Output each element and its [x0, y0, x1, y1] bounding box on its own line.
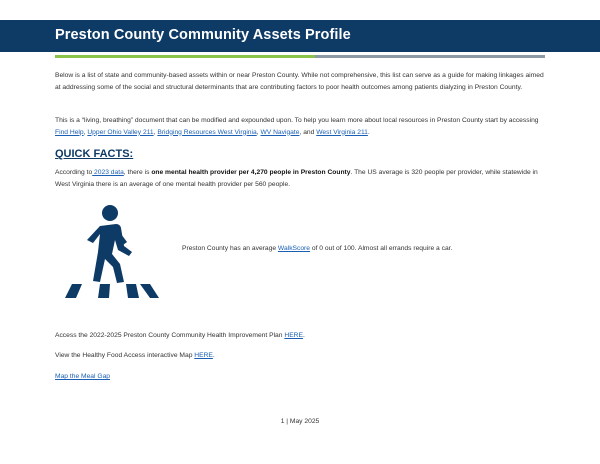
accent-stripe-gray	[315, 55, 545, 58]
separator: ,	[153, 128, 158, 136]
page-title: Preston County Community Assets Profile	[55, 27, 351, 43]
header-bar	[0, 20, 600, 52]
link-chip-here[interactable]: HERE	[284, 332, 303, 339]
resources-paragraph	[55, 115, 550, 138]
mental-health-fact	[55, 167, 550, 190]
link-wv-navigate[interactable]: WV Navigate	[260, 128, 300, 136]
link-bridging-resources[interactable]: Bridging Resources West Virginia	[157, 128, 257, 136]
separator: .	[367, 128, 370, 136]
chip-prefix: Access the 2022-2025 Preston County Community Health Improvement Plan	[55, 332, 285, 339]
accent-stripe-green	[55, 55, 315, 58]
resources-prefix: This is a “living, breathing” document that can be modified and expounded upon. To help you learn more about local resources in Preston County start by accessing	[55, 117, 539, 124]
walk-prefix: Preston County has an average	[182, 245, 278, 252]
separator: ,	[256, 128, 261, 136]
fact-mid: , there is	[123, 169, 152, 176]
link-2023-data[interactable]: 2023 data	[92, 169, 124, 176]
link-find-help[interactable]: Find Help	[55, 128, 84, 136]
quick-facts-heading: QUICK FACTS:	[55, 148, 134, 160]
intro-paragraph: Below is a list of state and community-based assets within or near Preston County. While not comprehensive, this list can serve as a guide for making linkages aimed at addressing some of the social and structural determinants that are contributing factors to poor health outcomes among patients dialyzing in Preston County.	[55, 72, 544, 91]
link-map-the-meal-gap[interactable]: Map the Meal Gap	[55, 373, 111, 380]
fact-highlight: one mental health provider per 4,270 people in Preston County	[151, 169, 351, 176]
food-prefix: View the Healthy Food Access interactive Map	[55, 352, 195, 359]
walk-suffix: of 0 out of 100. Almost all errands require a car.	[310, 245, 453, 252]
period: .	[212, 352, 215, 359]
walkscore-text	[182, 245, 452, 252]
link-food-map-here[interactable]: HERE	[194, 352, 213, 359]
period: .	[302, 332, 305, 339]
pedestrian-crossing-icon	[60, 200, 164, 300]
fact-prefix: According to	[55, 169, 93, 176]
separator: , and	[299, 128, 317, 136]
page-footer: 1 | May 2025	[280, 418, 320, 425]
chip-line	[55, 332, 305, 339]
separator: ,	[83, 128, 88, 136]
link-walkscore[interactable]: WalkScore	[277, 245, 311, 252]
link-west-virginia-211[interactable]: West Virginia 211	[316, 128, 368, 136]
food-access-line	[55, 352, 215, 359]
fact-suffix: . The US average is 320 people per provider, while statewide in West Virginia there is an average of one mental health provider per 560 people.	[55, 169, 538, 188]
meal-gap-line	[55, 373, 110, 380]
link-upper-ohio-valley-211[interactable]: Upper Ohio Valley 211	[87, 128, 154, 136]
